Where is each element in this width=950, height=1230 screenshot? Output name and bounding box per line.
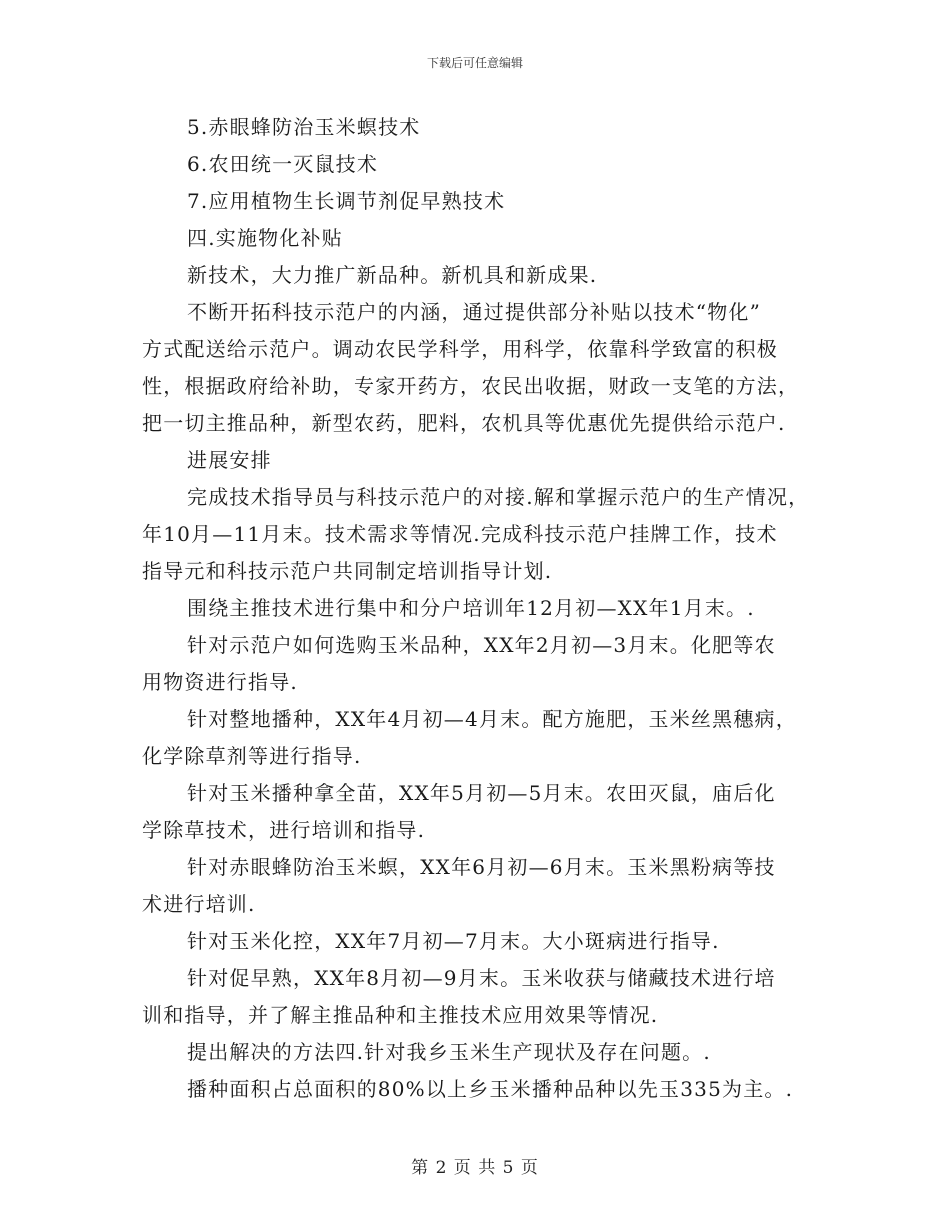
paragraph-line: 年10月—11月末。技术需求等情况.完成科技示范户挂牌工作，技术 [142,522,778,546]
paragraph-line: 围绕主推技术进行集中和分户培训年12月初—XX年1月末。. [187,596,755,620]
paragraph-line: 学除草技术，进行培训和指导. [142,818,426,842]
section-heading: 四.实施物化补贴 [187,226,343,250]
list-item: 5.赤眼蜂防治玉米螟技术 [187,115,421,139]
paragraph-line: 针对示范户如何选购玉米品种，XX年2月初—3月末。化肥等农 [187,633,776,657]
paragraph-line: 提出解决的方法四.针对我乡玉米生产现状及存在问题。. [187,1040,711,1064]
paragraph-line: 把一切主推品种，新型农药，肥料，农机具等优惠优先提供给示范户. [142,411,786,435]
paragraph-line: 针对玉米播种拿全苗，XX年5月初—5月末。农田灭鼠，庙后化 [187,781,776,805]
page-number-footer: 第 2 页 共 5 页 [411,1158,539,1178]
section-heading: 进展安排 [187,448,272,472]
paragraph-line: 针对整地播种，XX年4月初—4月末。配方施肥，玉米丝黑穗病， [187,707,797,731]
paragraph-line: 播种面积占总面积的80%以上乡玉米播种品种以先玉335为主。. [187,1077,794,1101]
paragraph-line: 针对玉米化控，XX年7月初—7月末。大小斑病进行指导. [187,929,720,953]
paragraph-line: 完成技术指导员与科技示范户的对接.解和掌握示范户的生产情况， [187,485,810,509]
paragraph-line: 术进行培训. [142,892,256,916]
paragraph-line: 不断开拓科技示范户的内涵，通过提供部分补贴以技术“物化” [187,300,762,324]
paragraph-line: 新技术，大力推广新品种。新机具和新成果. [187,263,598,287]
paragraph-line: 针对赤眼蜂防治玉米螟，XX年6月初—6月末。玉米黑粉病等技 [187,855,776,879]
list-item: 7.应用植物生长调节剂促早熟技术 [187,189,506,213]
paragraph-line: 针对促早熟，XX年8月初—9月末。玉米收获与储藏技术进行培 [187,966,776,990]
paragraph-line: 方式配送给示范户。调动农民学科学，用科学，依靠科学致富的积极 [142,337,778,361]
page-header: 下载后可任意编辑 [426,56,523,70]
list-item: 6.农田统一灭鼠技术 [187,152,379,176]
paragraph-line: 指导元和科技示范户共同制定培训指导计划. [142,559,553,583]
paragraph-line: 化学除草剂等进行指导. [142,744,362,768]
paragraph-line: 用物资进行指导. [142,670,298,694]
paragraph-line: 训和指导，并了解主推品种和主推技术应用效果等情况. [142,1003,659,1027]
paragraph-line: 性，根据政府给补助，专家开药方，农民出收据，财政一支笔的方法， [142,374,800,398]
